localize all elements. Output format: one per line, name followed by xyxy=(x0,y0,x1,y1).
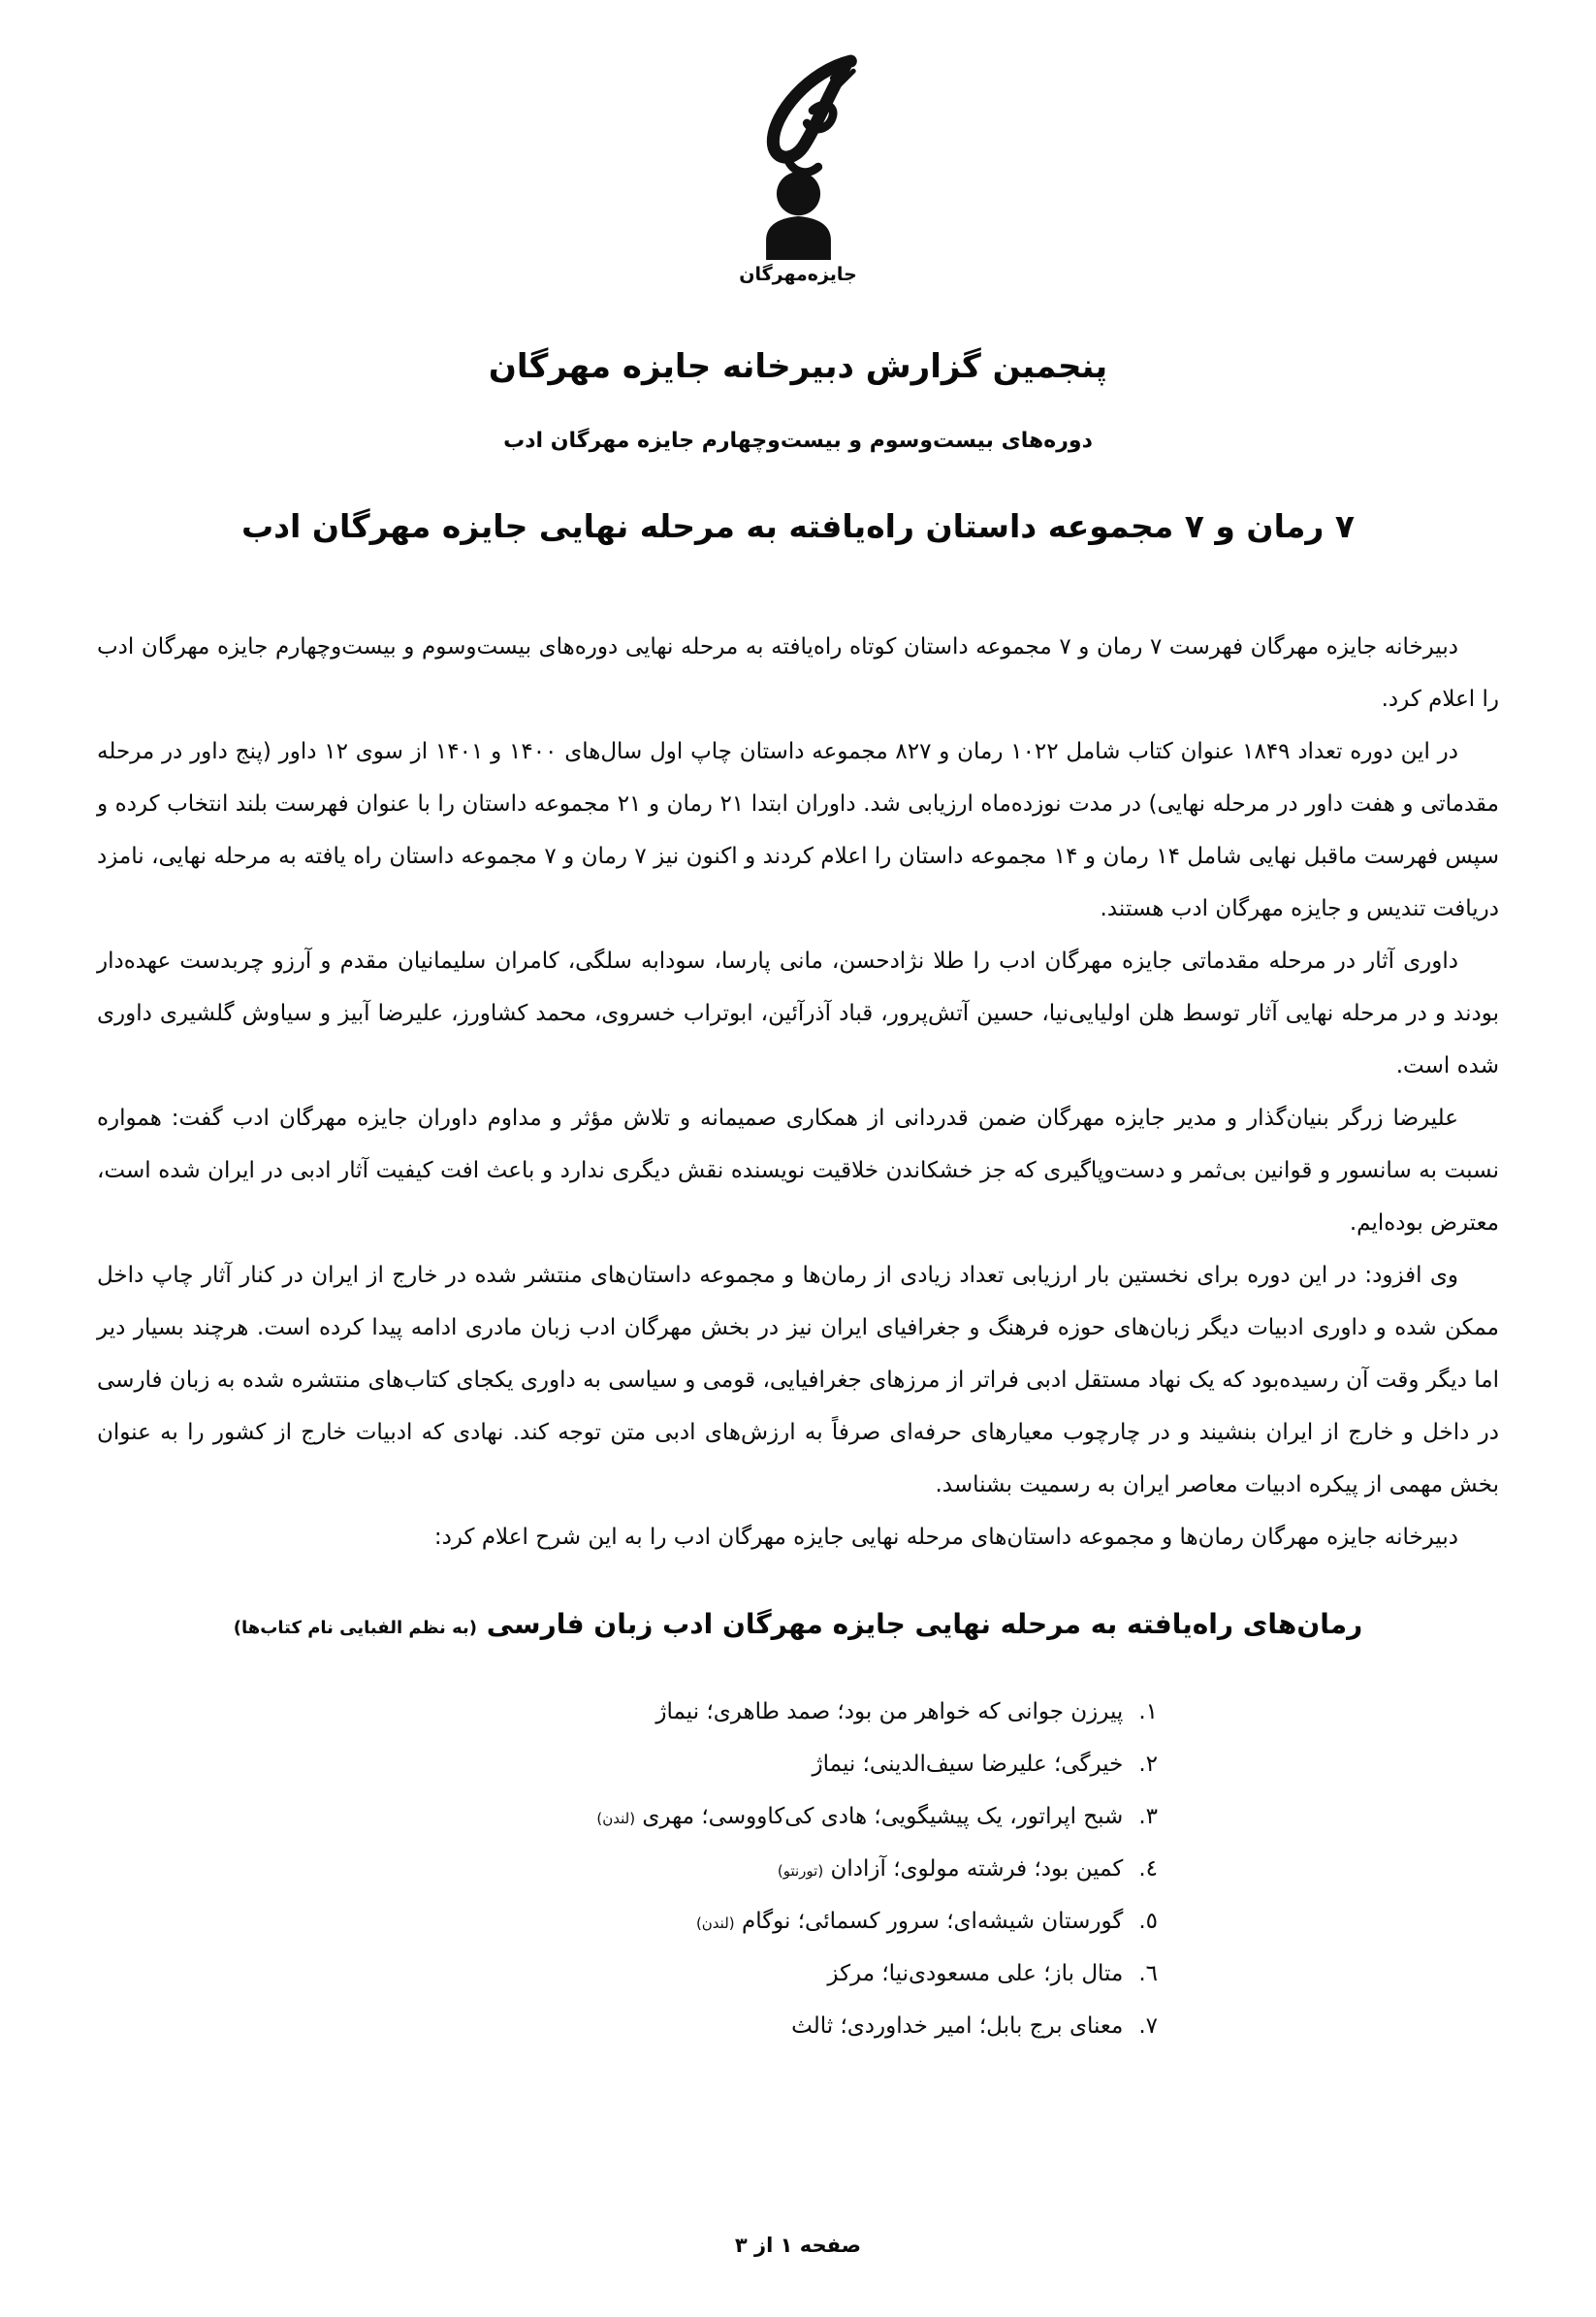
paragraph-6: دبیرخانه جایزه مهرگان رمان‌ها و مجموعه داستان‌های مرحله نهایی جایزه مهرگان ادب را به این شرح اعلام کرد: xyxy=(433,1525,1458,1550)
item-text: گورستان شیشه‌ای؛ سرور کسمائی؛ نوگام xyxy=(734,1909,1124,1934)
novel-list xyxy=(97,1687,1158,2053)
item-number: ١. xyxy=(1138,1699,1158,1724)
mehregan-logo-icon xyxy=(714,48,883,260)
novel-list-item xyxy=(97,1739,1158,1791)
item-number: ٣. xyxy=(1138,1804,1158,1829)
item-publisher-city: (تورنتو) xyxy=(777,1862,824,1880)
section-heading-note: (به نظم الفبایی نام کتاب‌ها) xyxy=(233,1618,477,1638)
item-text: شبح اپراتور، یک پیشیگویی؛ هادی کی‌کاووسی؛ مهری xyxy=(635,1804,1124,1829)
report-headline: ۷ رمان و ۷ مجموعه داستان راه‌یافته به مرحله نهایی جایزه مهرگان ادب xyxy=(240,507,1356,545)
item-text: کمین بود؛ فرشته مولوی؛ آزادان xyxy=(823,1856,1124,1882)
paragraph-3: داوری آثار در مرحله مقدماتی جایزه مهرگان ادب را طلا نژادحسن، مانی پارسا، سودابه سلگی، کامران سلیمانیان مقدم و آرزو چربدست عهده‌دار بودند و در مرحله نهایی آثار توسط هلن اولیایی‌نیا، حسین آتش‌پرور، قباد آذرآئین، ابوتراب خسروی، محمد کشاورز، علیرضا آبیز و سیاوش گلشیری داوری شده است. xyxy=(97,949,1499,1078)
item-number: ٤. xyxy=(1138,1856,1158,1882)
novel-list-item xyxy=(97,1948,1158,2001)
section-heading-main: رمان‌های راه‌یافته به مرحله نهایی جایزه مهرگان ادب زبان فارسی xyxy=(476,1608,1363,1640)
paragraph-5: وی افزود: در این دوره برای نخستین بار ارزیابی تعداد زیادی از رمان‌ها و مجموعه داستان‌های منتشر شده در خارج از ایران در کنار آثار چاپ داخل ممکن شده و داوری ادبیات دیگر زبان‌های حوزه فرهنگ و جغرافیای ایران نیز در بخش مهرگان ادب زبان مادری ادامه پیدا کرده است. هرچند بسیار دیر اما دیگر وقت آن رسیده‌بود که یک نهاد مستقل ادبی فراتر از مرزهای جغرافیایی، قومی و سیاسی به داوری یکجای کتاب‌های منتشره شده به زبان فارسی در داخل و خارج از ایران بنشیند و در چارچوب معیارهای حرفه‌ای صرفاً به ارزش‌های ادبی متن توجه کند. نهادی که ادبیات خارج از کشور را به عنوان بخش مهمی از پیکره ادبیات معاصر ایران به رسمیت بشناسد. xyxy=(97,1263,1499,1497)
novel-list-item xyxy=(97,1687,1158,1739)
item-publisher-city: (لندن) xyxy=(596,1810,636,1827)
report-subtitle: دوره‌های بیست‌وسوم و بیست‌وچهارم جایزه مهرگان ادب xyxy=(503,429,1093,453)
item-text: پیرزن جوانی که خواهر من بود؛ صمد طاهری؛ نیماژ xyxy=(655,1699,1124,1724)
logo-caption: جایزه‌مهرگان xyxy=(739,264,857,285)
novel-list-item xyxy=(97,1791,1158,1844)
item-text: خیرگی؛ علیرضا سیف‌الدینی؛ نیماژ xyxy=(812,1752,1124,1777)
novel-list-item xyxy=(97,1896,1158,1948)
paragraph-4: علیرضا زرگر بنیان‌گذار و مدیر جایزه مهرگان ضمن قدردانی از همکاری صمیمانه و تلاش مؤثر و مداوم داوران جایزه مهرگان ادب گفت: همواره نسبت به سانسور و قوانین بی‌ثمر و دست‌وپاگیری که جز خشکاندن خلاقیت نویسنده نقش دیگری ندارد و باعث افت کیفیت آثار ادبی در ایران شده است، معترض بوده‌ایم. xyxy=(97,1106,1499,1236)
item-number: ٢. xyxy=(1138,1752,1158,1777)
item-number: ٧. xyxy=(1138,2013,1158,2039)
paragraph-1: دبیرخانه جایزه مهرگان فهرست ۷ رمان و ۷ مجموعه داستان کوتاه راه‌یافته به مرحله نهایی دوره‌های بیست‌وسوم و بیست‌وچهارم جایزه مهرگان ادب را اعلام کرد. xyxy=(97,634,1499,712)
item-text: متال باز؛ علی مسعودی‌نیا؛ مرکز xyxy=(827,1961,1124,1986)
paragraph-2: در این دوره تعداد ۱۸۴۹ عنوان کتاب شامل ۱۰۲۲ رمان و ۸۲۷ مجموعه داستان چاپ اول سال‌های ۱۴۰۰ و ۱۴۰۱ از سوی ۱۲ داور (پنج داور در مرحله مقدماتی و هفت داور در مرحله نهایی) در مدت نوزده‌ماه ارزیابی شد. داوران ابتدا ۲۱ رمان و ۲۱ مجموعه داستان را با عنوان فهرست بلند انتخاب کرده و سپس فهرست ماقبل نهایی شامل ۱۴ رمان و ۱۴ مجموعه داستان را اعلام کردند و اکنون نیز ۷ رمان و ۷ مجموعه داستان راه یافته به مرحله نهایی، نامزد دریافت تندیس و جایزه مهرگان ادب هستند. xyxy=(97,739,1499,921)
document-page xyxy=(0,48,1596,2317)
report-title: پنجمین گزارش دبیرخانه جایزه مهرگان xyxy=(488,347,1108,386)
novels-section-heading xyxy=(97,1608,1499,1640)
item-text: معنای برج بابل؛ امیر خداوردی؛ ثالث xyxy=(791,2013,1124,2039)
mehregan-logo xyxy=(672,48,924,285)
item-publisher-city: (لندن) xyxy=(695,1915,735,1932)
novel-list-item xyxy=(97,1844,1158,1896)
page-number: صفحه ۱ از ۳ xyxy=(734,2234,862,2257)
article-body xyxy=(97,621,1499,1563)
report-page xyxy=(0,48,1596,2317)
item-number: ٥. xyxy=(1138,1909,1158,1934)
novel-list-item xyxy=(97,2001,1158,2053)
item-number: ٦. xyxy=(1138,1961,1158,1986)
